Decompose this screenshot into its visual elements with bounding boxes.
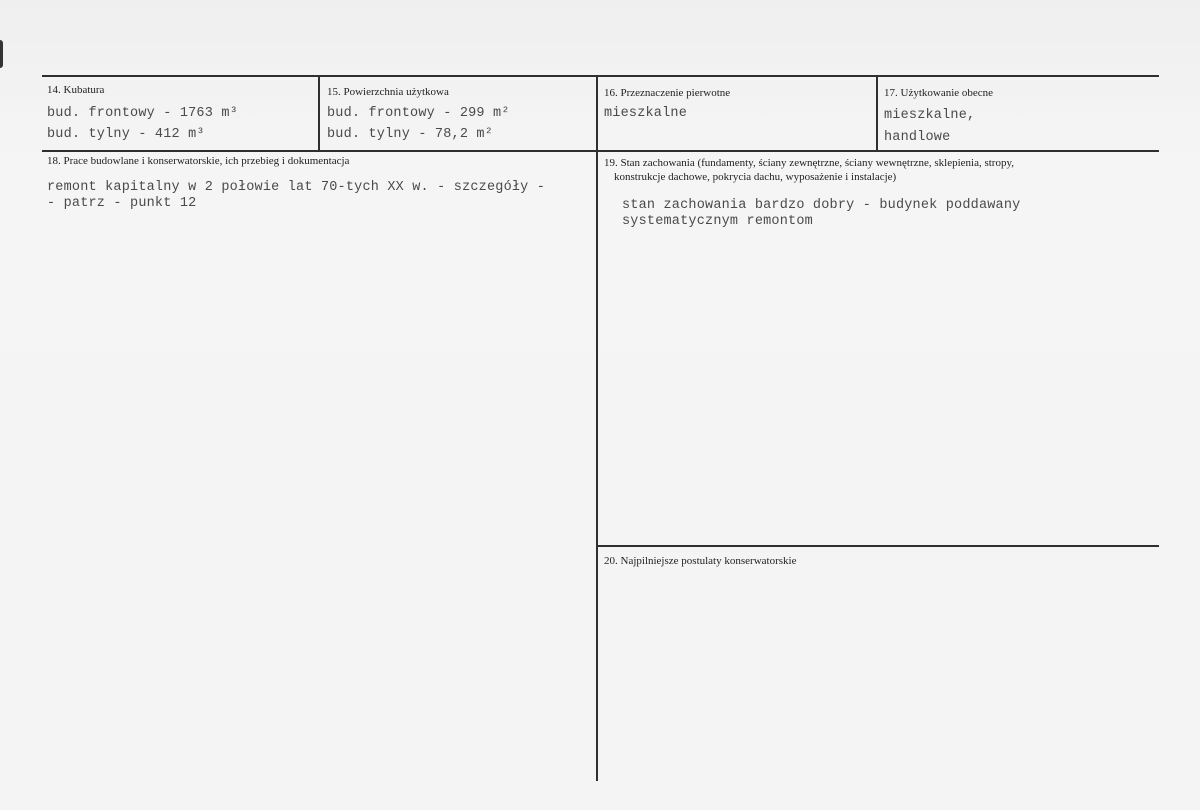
row-divider-line (42, 150, 1159, 152)
field-18-value-line-1: remont kapitalny w 2 połowie lat 70-tych XX w. - szczegóły - (47, 180, 546, 195)
col-divider-1 (318, 75, 320, 151)
col-divider-2 (596, 75, 598, 781)
field-14-value-line-2: bud. tylny - 412 m³ (47, 127, 205, 142)
field-19-value-line-2: systematycznym remontom (622, 214, 813, 229)
field-14-label: 14. Kubatura (47, 84, 105, 96)
field-17-value-line-1: mieszkalne, (884, 108, 976, 123)
field-19-value-line-1: stan zachowania bardzo dobry - budynek poddawany (622, 198, 1021, 213)
top-border-line (42, 75, 1159, 77)
col-divider-3 (876, 75, 878, 151)
section-20-divider-line (596, 545, 1159, 547)
field-17-label: 17. Użytkowanie obecne (884, 87, 994, 99)
field-19-label-line-2: konstrukcje dachowe, pokrycia dachu, wyposażenie i instalacje) (614, 171, 897, 183)
field-19-label-line-1: 19. Stan zachowania (fundamenty, ściany zewnętrzne, ściany wewnętrzne, sklepienia, stropy, (604, 157, 1015, 169)
field-15-value-line-1: bud. frontowy - 299 m² (327, 106, 510, 121)
field-18-value-line-2: - patrz - punkt 12 (47, 196, 197, 211)
field-16-label: 16. Przeznaczenie pierwotne (604, 87, 731, 99)
field-15-label: 15. Powierzchnia użytkowa (327, 86, 449, 98)
field-20-label: 20. Najpilniejsze postulaty konserwatorskie (604, 555, 797, 567)
field-16-value-line-1: mieszkalne (604, 106, 688, 121)
punch-hole-mark (0, 40, 3, 68)
field-17-value-line-2: handlowe (884, 130, 951, 145)
field-14-value-line-1: bud. frontowy - 1763 m³ (47, 106, 238, 121)
field-18-label: 18. Prace budowlane i konserwatorskie, ich przebieg i dokumentacja (47, 155, 350, 167)
field-15-value-line-2: bud. tylny - 78,2 m² (327, 127, 494, 142)
